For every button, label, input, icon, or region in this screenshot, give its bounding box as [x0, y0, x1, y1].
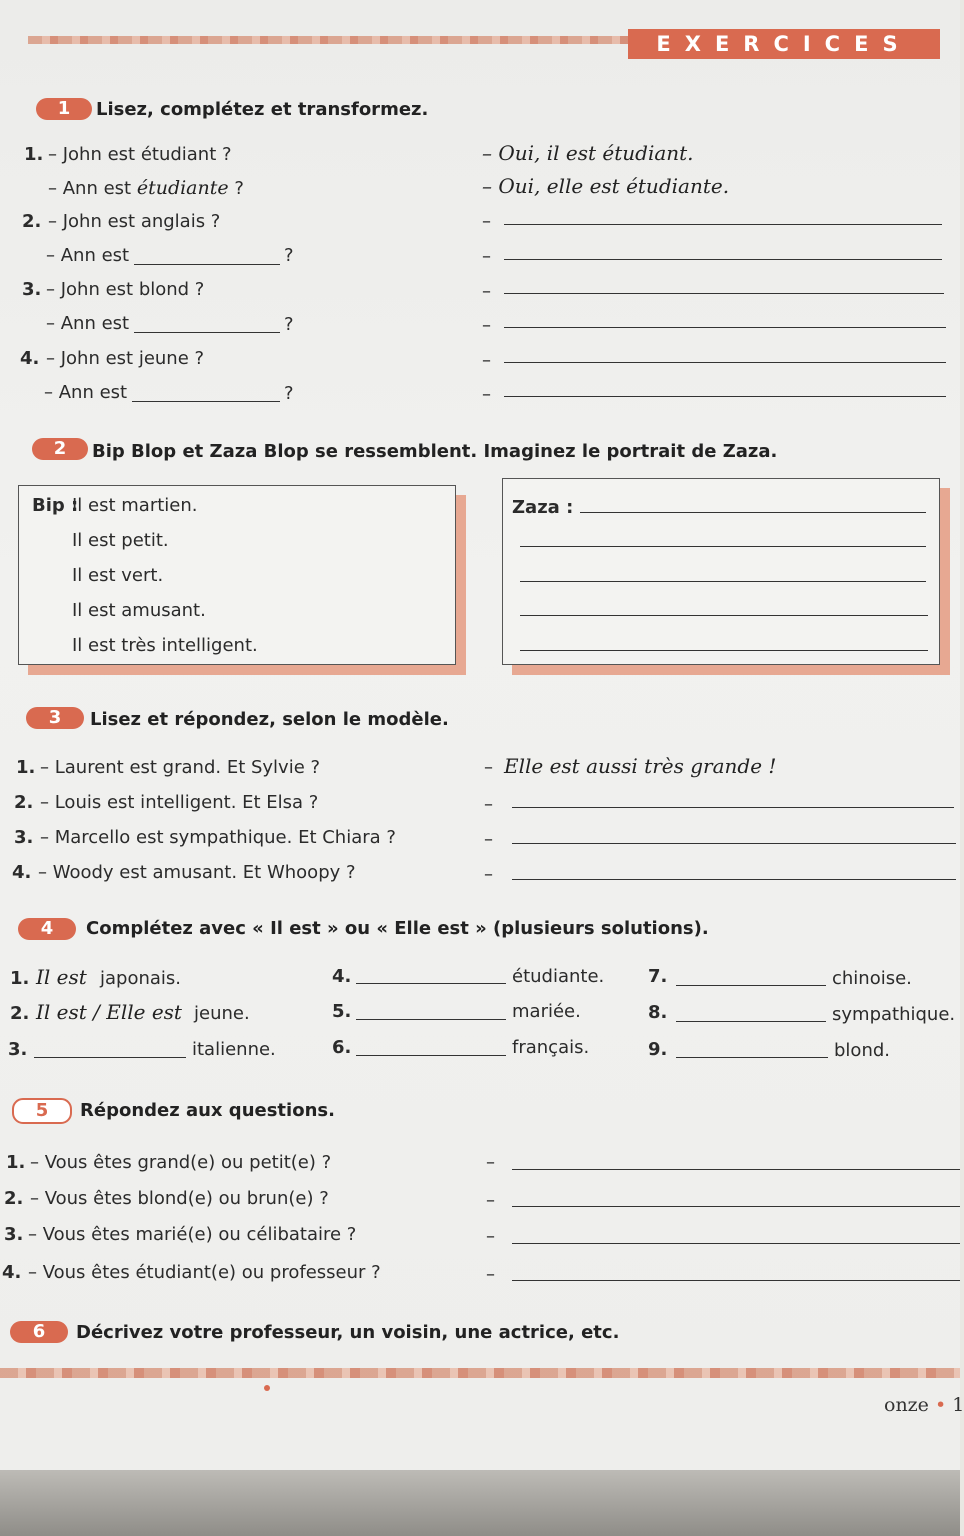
- ex4-item-2-number: 2.: [10, 1003, 30, 1024]
- ex5-row-1-answer-blank[interactable]: [512, 1169, 960, 1170]
- page-number-footer: [884, 1394, 964, 1416]
- desk-background: [0, 1470, 960, 1536]
- ex1-row-2-question-john: – John est anglais ?: [48, 211, 221, 232]
- ex4-item-9-blank[interactable]: [676, 1057, 828, 1058]
- ex1-row-4-answer-ann-blank[interactable]: [504, 396, 946, 397]
- exercise-6-number: 6: [10, 1321, 68, 1343]
- ex1-row-4-answer-john-blank[interactable]: [504, 362, 946, 363]
- ex1-row-2-question-ann-prefix: – Ann est: [46, 245, 130, 266]
- ex1-row-3-dash-ann: –: [482, 315, 491, 336]
- ex5-row-3-answer-blank[interactable]: [512, 1243, 960, 1244]
- ex4-item-8-number: 8.: [648, 1002, 668, 1023]
- ex4-item-1-handwritten: Il est: [36, 965, 87, 989]
- ex1-row-1-question-ann: – Ann est étudiante ?: [48, 177, 244, 199]
- ex4-item-7-number: 7.: [648, 966, 668, 987]
- ex1-row-4-dash-john: –: [482, 350, 491, 371]
- ex3-row-1-number: 1.: [16, 757, 36, 778]
- ex4-item-4-blank[interactable]: [356, 983, 506, 984]
- ex4-item-3-word: italienne.: [192, 1039, 276, 1060]
- ex1-row-4-question-mark: ?: [284, 383, 294, 404]
- ex3-row-4-number: 4.: [12, 862, 32, 883]
- exercise-6-title: Décrivez votre professeur, un voisin, une actrice, etc.: [76, 1322, 620, 1343]
- exercise-3-title: Lisez et répondez, selon le modèle.: [90, 709, 449, 730]
- footer-stripe: [0, 1368, 960, 1378]
- ex4-item-4-word: étudiante.: [512, 966, 605, 987]
- ex3-row-2-answer-blank[interactable]: [512, 807, 954, 808]
- bip-line-3: Il est vert.: [72, 565, 164, 586]
- ex1-row-1-handwritten-word: étudiante: [136, 177, 229, 199]
- ex5-row-4-answer-blank[interactable]: [512, 1280, 960, 1281]
- ex1-row-2-answer-ann-blank[interactable]: [504, 259, 942, 260]
- exercise-2-title: Bip Blop et Zaza Blop se ressemblent. Imaginez le portrait de Zaza.: [92, 441, 778, 462]
- page-label: onze: [884, 1394, 929, 1416]
- exercise-1-title: Lisez, complétez et transformez.: [96, 99, 429, 120]
- ex1-row-4-dash-ann: –: [482, 384, 491, 405]
- ex3-row-4-dash: –: [484, 864, 493, 885]
- ex5-row-3-number: 3.: [4, 1224, 24, 1245]
- ex4-item-7-blank[interactable]: [676, 985, 826, 986]
- ex1-row-3-question-mark: ?: [284, 314, 294, 335]
- ex1-row-1-answer-ann: – Oui, elle est étudiante.: [482, 174, 730, 198]
- ex4-item-6-number: 6.: [332, 1037, 352, 1058]
- ex4-item-2-handwritten: Il est / Elle est: [36, 1000, 182, 1024]
- ex1-row-1-number: 1.: [24, 144, 44, 165]
- exercise-4-number: 4: [18, 918, 76, 940]
- ex4-item-6-word: français.: [512, 1037, 590, 1058]
- ex4-item-9-word: blond.: [834, 1040, 890, 1061]
- zaza-line-2-blank[interactable]: [520, 546, 926, 547]
- ex4-item-6-blank[interactable]: [356, 1055, 506, 1056]
- exercise-5-number: 5: [12, 1098, 72, 1124]
- ex5-row-4-dash: –: [486, 1264, 495, 1285]
- ex5-row-4-number: 4.: [2, 1262, 22, 1283]
- zaza-line-3-blank[interactable]: [520, 581, 926, 582]
- ex3-row-3-question: – Marcello est sympathique. Et Chiara ?: [40, 827, 396, 848]
- ex4-item-4-number: 4.: [332, 966, 352, 987]
- zaza-line-5-blank[interactable]: [520, 650, 928, 651]
- ex1-row-3-dash-john: –: [482, 281, 491, 302]
- ex3-row-1-dash: –: [484, 757, 493, 778]
- page-number: 1: [952, 1394, 964, 1416]
- exercise-3-number: 3: [26, 707, 84, 729]
- exercise-2-number: 2: [32, 438, 88, 460]
- ex5-row-2-dash: –: [486, 1190, 495, 1211]
- ex4-item-1-number: 1.: [10, 968, 30, 989]
- ex1-row-1-answer-john: – Oui, il est étudiant.: [482, 141, 694, 165]
- ex3-row-3-answer-blank[interactable]: [512, 843, 956, 844]
- ex1-row-4-question-ann-prefix: – Ann est: [44, 382, 128, 403]
- ex1-row-2-answer-john-blank[interactable]: [504, 224, 942, 225]
- ex1-row-3-question-john: – John est blond ?: [46, 279, 205, 300]
- ex3-row-2-dash: –: [484, 794, 493, 815]
- zaza-line-1-blank[interactable]: [580, 512, 926, 513]
- exercise-1-number: 1: [36, 98, 92, 120]
- ex5-row-3-question: – Vous êtes marié(e) ou célibataire ?: [28, 1224, 357, 1245]
- ex1-row-2-question-mark: ?: [284, 245, 294, 266]
- bip-line-1: Il est martien.: [72, 495, 198, 516]
- ex3-row-2-question: – Louis est intelligent. Et Elsa ?: [40, 792, 319, 813]
- ex5-row-3-dash: –: [486, 1226, 495, 1247]
- ex1-row-2-number: 2.: [22, 211, 42, 232]
- ex4-item-9-number: 9.: [648, 1039, 668, 1060]
- ex1-row-3-ann-blank[interactable]: [134, 332, 280, 333]
- ex4-item-5-blank[interactable]: [356, 1019, 506, 1020]
- ex3-row-4-question: – Woody est amusant. Et Whoopy ?: [38, 862, 356, 883]
- ex3-row-1-question: – Laurent est grand. Et Sylvie ?: [40, 757, 321, 778]
- ex1-row-3-question-ann-prefix: – Ann est: [46, 313, 130, 334]
- ex5-row-2-question: – Vous êtes blond(e) ou brun(e) ?: [30, 1188, 329, 1209]
- ex1-row-1-question-john: – John est étudiant ?: [48, 144, 232, 165]
- ex4-item-5-number: 5.: [332, 1001, 352, 1022]
- ex3-row-3-number: 3.: [14, 827, 34, 848]
- ex1-row-3-number: 3.: [22, 279, 42, 300]
- ex4-item-8-blank[interactable]: [676, 1021, 826, 1022]
- ex5-row-1-dash: –: [486, 1152, 495, 1173]
- bip-label: Bip :: [32, 495, 79, 516]
- ex5-row-2-answer-blank[interactable]: [512, 1206, 960, 1207]
- ex4-item-2-word: jeune.: [194, 1003, 250, 1024]
- ex4-item-8-word: sympathique.: [832, 1004, 956, 1025]
- ex4-item-7-word: chinoise.: [832, 968, 912, 989]
- ex5-row-4-question: – Vous êtes étudiant(e) ou professeur ?: [28, 1262, 381, 1283]
- exercices-banner: EXERCICES: [628, 29, 940, 59]
- bip-line-5: Il est très intelligent.: [72, 635, 258, 656]
- ex1-row-4-question-john: – John est jeune ?: [46, 348, 205, 369]
- ex1-row-3-answer-john-blank[interactable]: [504, 293, 944, 294]
- bip-line-2: Il est petit.: [72, 530, 169, 551]
- exercise-5-title: Répondez aux questions.: [80, 1100, 335, 1121]
- footer-dot: [264, 1385, 270, 1391]
- bip-line-4: Il est amusant.: [72, 600, 206, 621]
- ex4-item-1-word: japonais.: [100, 968, 182, 989]
- ex5-row-1-number: 1.: [6, 1152, 26, 1173]
- ex1-row-4-number: 4.: [20, 348, 40, 369]
- ex5-row-1-question: – Vous êtes grand(e) ou petit(e) ?: [30, 1152, 332, 1173]
- ex3-row-1-answer: Elle est aussi très grande !: [504, 754, 777, 778]
- ex4-item-5-word: mariée.: [512, 1001, 581, 1022]
- ex1-row-2-ann-blank[interactable]: [134, 264, 280, 265]
- zaza-label: Zaza :: [512, 497, 574, 518]
- ex4-item-3-blank[interactable]: [34, 1057, 186, 1058]
- ex1-row-2-dash-ann: –: [482, 246, 491, 267]
- ex1-row-3-answer-ann-blank[interactable]: [504, 327, 946, 328]
- zaza-line-4-blank[interactable]: [520, 615, 928, 616]
- ex4-item-3-number: 3.: [8, 1039, 28, 1060]
- header-stripe: [28, 36, 628, 44]
- exercise-4-title: Complétez avec « Il est » ou « Elle est » (plusieurs solutions).: [86, 918, 709, 939]
- ex3-row-4-answer-blank[interactable]: [512, 879, 956, 880]
- ex1-row-2-dash-john: –: [482, 211, 491, 232]
- ex3-row-2-number: 2.: [14, 792, 34, 813]
- page-bullet: •: [934, 1394, 947, 1416]
- ex5-row-2-number: 2.: [4, 1188, 24, 1209]
- ex1-row-4-ann-blank[interactable]: [132, 401, 280, 402]
- ex3-row-3-dash: –: [484, 829, 493, 850]
